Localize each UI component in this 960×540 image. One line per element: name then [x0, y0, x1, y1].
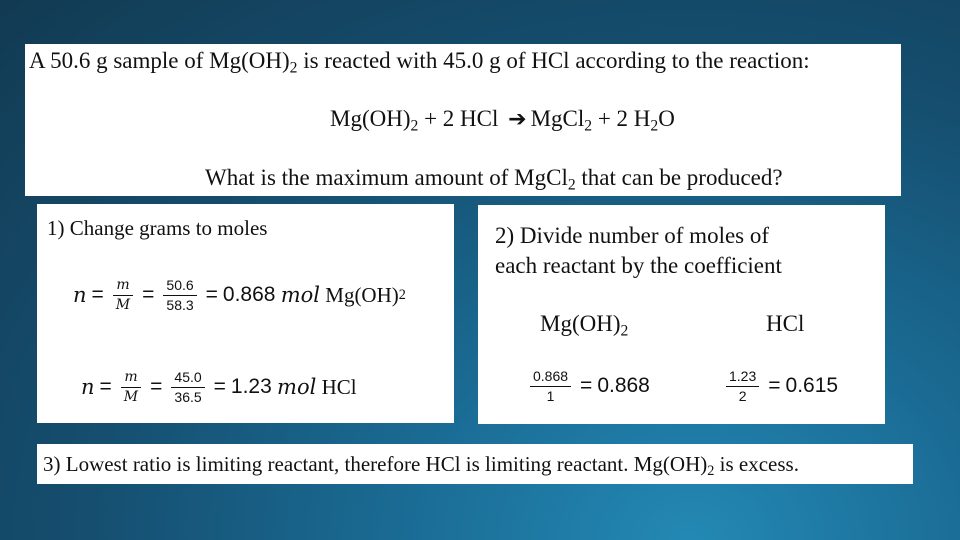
- step2-panel: [478, 205, 885, 424]
- question-statement: [29, 48, 810, 77]
- reaction-arrow-icon: ➔: [508, 107, 527, 132]
- subscript: 2: [567, 176, 576, 194]
- unit-mol: mol: [277, 375, 317, 400]
- step2-heading-line: each reactant by the coefficient: [495, 253, 782, 278]
- reactant-formula: + 2 HCl: [418, 106, 499, 131]
- conclusion-text-part: 3) Lowest ratio is limiting reactant, therefore HCl is limiting reactant. Mg(OH): [43, 452, 708, 476]
- step1-panel: [37, 204, 454, 423]
- value-fraction: [171, 370, 204, 404]
- conclusion-text-part: is excess.: [714, 452, 799, 476]
- subscript: 2: [650, 117, 659, 135]
- ratio-result: 0.868: [597, 374, 650, 398]
- equals-sign: =: [150, 375, 163, 399]
- equals-sign: =: [768, 374, 781, 398]
- formula-fraction: [121, 370, 141, 404]
- fraction-numerator: m: [121, 370, 140, 388]
- unit-mol: mol: [280, 283, 321, 308]
- mgoh2-moles-equation: n = $\frac{m}{M}$ = $\frac{50.6}{58.3}$ = 0.868 mol Mg(OH) 2: [73, 277, 406, 313]
- molar-mass-value: 58.3: [166, 296, 194, 313]
- question-text: that can be produced?: [575, 165, 783, 190]
- equals-sign: =: [213, 375, 226, 399]
- reactant-formula: Mg(OH): [330, 106, 411, 131]
- reaction-equation: [330, 106, 675, 135]
- step1-heading: 1) Change grams to moles: [47, 216, 268, 240]
- equals-sign: =: [91, 283, 104, 307]
- hcl-ratio-equation: [722, 369, 838, 403]
- product-formula: O: [658, 106, 675, 131]
- mgoh2-ratio-equation: [526, 369, 650, 403]
- species-label: Mg(OH): [325, 282, 399, 307]
- ratio-result: 0.615: [785, 374, 839, 398]
- equals-sign: =: [580, 374, 593, 398]
- product-formula: + 2 H: [592, 106, 651, 131]
- species-label: Mg(OH): [540, 311, 621, 336]
- equals-sign: =: [99, 375, 112, 399]
- subscript: 2: [289, 59, 298, 77]
- ratio-fraction: [726, 369, 759, 403]
- question-panel: [25, 44, 901, 196]
- equals-sign: =: [142, 283, 155, 307]
- variable-n: n: [73, 283, 87, 308]
- question-text: A 50.6 g sample of Mg(OH): [29, 48, 290, 73]
- variable-n: n: [81, 375, 95, 400]
- column-label-hcl: HCl: [766, 311, 805, 336]
- moles-value: 0.868: [530, 369, 571, 387]
- fraction-numerator: m: [113, 278, 132, 296]
- step3-panel: [37, 444, 913, 484]
- moles-value: 1.23: [726, 369, 759, 387]
- conclusion-text: [43, 452, 799, 477]
- fraction-denominator: M: [115, 296, 131, 313]
- moles-result: 1.23: [230, 375, 272, 399]
- mass-value: 50.6: [163, 278, 196, 296]
- question-text: is reacted with 45.0 g of HCl according to the reaction:: [297, 48, 810, 73]
- hcl-moles-equation: [81, 370, 357, 404]
- subscript: 2: [707, 462, 715, 479]
- product-formula: MgCl: [530, 106, 585, 131]
- question-prompt: [205, 165, 783, 194]
- subscript: 2: [410, 117, 419, 135]
- coefficient-value: 2: [738, 387, 747, 404]
- value-fraction: [163, 278, 196, 312]
- mass-value: 45.0: [171, 370, 204, 388]
- equals-sign: =: [205, 283, 218, 307]
- subscript: 2: [584, 117, 593, 135]
- step2-heading: [495, 221, 782, 281]
- step2-heading-line: 2) Divide number of moles of: [495, 223, 770, 248]
- species-label: HCl: [321, 374, 357, 399]
- subscript: 2: [620, 322, 629, 340]
- molar-mass-value: 36.5: [174, 388, 202, 405]
- ratio-fraction: [530, 369, 571, 403]
- fraction-denominator: M: [123, 388, 139, 405]
- question-text: What is the maximum amount of MgCl: [205, 165, 568, 190]
- coefficient-value: 1: [546, 387, 555, 404]
- column-label-mgoh2: [540, 311, 629, 340]
- moles-result: 0.868: [222, 283, 276, 307]
- formula-fraction: [113, 278, 133, 312]
